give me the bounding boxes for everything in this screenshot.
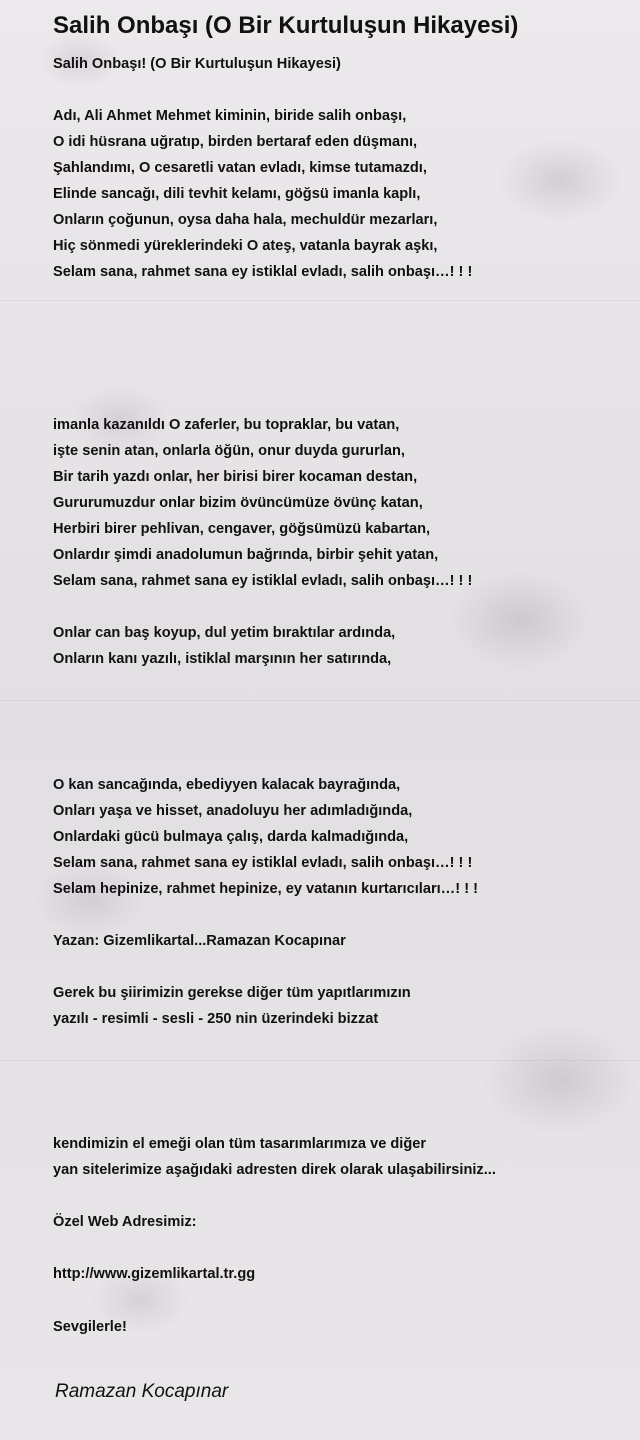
note-line: kendimizin el emeği olan tüm tasarımlarımıza ve diğer: [53, 1136, 427, 1152]
poem-line: Onlardır şimdi anadolumun bağrında, birbir şehit yatan,: [53, 547, 439, 563]
note-line: Gerek bu şiirimizin gerekse diğer tüm yapıtlarımızın: [53, 985, 411, 1001]
poem-line: Onları yaşa ve hisset, anadoluyu her adımladığında,: [53, 803, 413, 819]
poem-subtitle: Salih Onbaşı! (O Bir Kurtuluşun Hikayesi): [53, 56, 341, 72]
poem-line: Selam sana, rahmet sana ey istiklal evladı, salih onbaşı…! ! !: [53, 573, 473, 589]
poem-line: Selam sana, rahmet sana ey istiklal evladı, salih onbaşı…! ! !: [53, 855, 473, 871]
poem-line: Onların çoğunun, oysa daha hala, mechuldür mezarları,: [53, 212, 438, 228]
poem-line: Hiç sönmedi yüreklerindeki O ateş, vatanla bayrak aşkı,: [53, 238, 438, 254]
web-address-label: Özel Web Adresimiz:: [53, 1214, 197, 1230]
poem-line: Gururumuzdur onlar bizim övüncümüze övünç katan,: [53, 495, 423, 511]
paper-texture-line: [0, 700, 640, 701]
poem-line: imanla kazanıldı O zaferler, bu topraklar, bu vatan,: [53, 417, 400, 433]
closing-line: Sevgilerle!: [53, 1319, 127, 1335]
paper-texture-line: [0, 1060, 640, 1061]
poem-line: Onlar can baş koyup, dul yetim bıraktılar ardında,: [53, 625, 396, 641]
note-line: yan sitelerimize aşağıdaki adresten direk olarak ulaşabilirsiniz...: [53, 1162, 496, 1178]
poem-line: işte senin atan, onlarla öğün, onur duyda gururlan,: [53, 443, 405, 459]
poem-line: Bir tarih yazdı onlar, her birisi birer kocaman destan,: [53, 469, 418, 485]
poem-line: Şahlandımı, O cesaretli vatan evladı, kimse tutamazdı,: [53, 160, 427, 176]
poem-line: Elinde sancağı, dili tevhit kelamı, göğsü imanla kaplı,: [53, 186, 421, 202]
poem-line: Selam hepinize, rahmet hepinize, ey vatanın kurtarıcıları…! ! !: [53, 881, 478, 897]
poem-title: Salih Onbaşı (O Bir Kurtuluşun Hikayesi): [53, 12, 519, 39]
poem-line: O kan sancağında, ebediyyen kalacak bayrağında,: [53, 777, 401, 793]
poem-line: Onların kanı yazılı, istiklal marşının her satırında,: [53, 651, 392, 667]
web-address-url: http://www.gizemlikartal.tr.gg: [53, 1266, 256, 1282]
author-signature: Ramazan Kocapınar: [55, 1381, 229, 1402]
poem-line: Selam sana, rahmet sana ey istiklal evladı, salih onbaşı…! ! !: [53, 264, 473, 280]
poem-line: Herbiri birer pehlivan, cengaver, göğsümüzü kabartan,: [53, 521, 431, 537]
poem-line: Onlardaki gücü bulmaya çalış, darda kalmadığında,: [53, 829, 409, 845]
poem-line: O idi hüsrana uğratıp, birden bertaraf eden düşmanı,: [53, 134, 418, 150]
author-credit: Yazan: Gizemlikartal...Ramazan Kocapınar: [53, 933, 346, 949]
poem-line: Adı, Ali Ahmet Mehmet kiminin, biride salih onbaşı,: [53, 108, 407, 124]
note-line: yazılı - resimli - sesli - 250 nin üzerindeki bizzat: [53, 1011, 379, 1027]
paper-texture-line: [0, 300, 640, 301]
